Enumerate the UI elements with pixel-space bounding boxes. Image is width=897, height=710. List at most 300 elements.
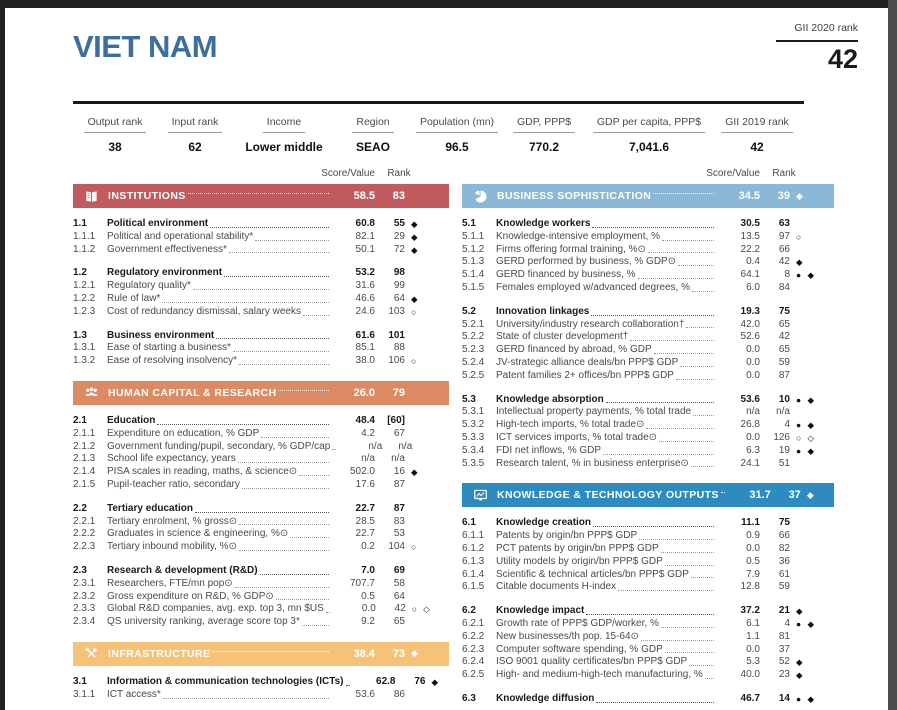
summary-header-label: GDP per capita, PPP$ — [593, 116, 705, 133]
indicator-number: 1.2 — [73, 267, 87, 279]
indicator-rank: 58 — [393, 577, 405, 589]
pillar-score: 38.4 — [353, 647, 375, 660]
indicator-name: ICT access* — [107, 688, 161, 700]
dot-leader — [641, 640, 714, 641]
indicator-name: GERD financed by abroad, % GDP — [496, 344, 652, 356]
indicator-markers: ● ◆ — [796, 445, 817, 456]
indicator-rank: 76 — [414, 675, 426, 687]
indicator-row — [462, 406, 834, 419]
indicator-score: 22.2 — [740, 243, 760, 255]
indicator-name: Tertiary inbound mobility, %⊙ — [107, 541, 237, 553]
indicator-number: 5.2.3 — [462, 344, 485, 356]
indicator-number: 6.2.5 — [462, 669, 485, 681]
dot-leader — [606, 402, 714, 403]
dot-leader — [260, 574, 329, 575]
dot-leader — [653, 193, 714, 194]
indicator-rank: 86 — [393, 688, 405, 700]
indicator-markers: ● ◆ — [796, 270, 817, 281]
indicator-number: 5.3.1 — [462, 406, 485, 418]
summary-header — [585, 112, 713, 133]
indicator-name: Innovation linkages — [496, 305, 590, 317]
score-rank-labels — [462, 168, 834, 179]
dot-leader — [662, 240, 714, 241]
indicator-rank: n/a — [391, 453, 405, 465]
indicator-score: 7.9 — [746, 568, 760, 580]
indicator-name: Political and operational stability* — [107, 230, 254, 242]
indicator-number: 5.1.1 — [462, 230, 485, 242]
pdf-page — [5, 8, 888, 710]
knowledge-tech-icon — [473, 488, 488, 503]
gii-rank-label: GII 2020 rank — [794, 22, 858, 34]
pillar-title: KNOWLEDGE & TECHNOLOGY OUTPUTS — [497, 489, 719, 502]
indicator-number: 2.3.1 — [73, 577, 96, 589]
pillar-rank: 39 — [777, 190, 790, 202]
indicator-row — [462, 370, 834, 383]
indicator-group — [462, 605, 834, 682]
indicator-number: 5.1.2 — [462, 243, 485, 255]
summary-header — [335, 112, 411, 133]
dot-leader — [238, 462, 329, 463]
indicator-row — [462, 319, 834, 332]
pillar-rank: 73 — [392, 647, 405, 660]
indicator-number: 2.2.1 — [73, 515, 96, 527]
two-column-body — [73, 168, 862, 710]
indicator-rank: 99 — [393, 280, 405, 292]
indicator-name: FDI net inflows, % GDP — [496, 444, 602, 456]
indicator-name: ISO 9001 quality certificates/bn PPP$ GDP — [496, 656, 688, 668]
dot-leader — [692, 291, 714, 292]
indicator-number: 5.3.2 — [462, 419, 485, 431]
indicator-markers: ◆ — [411, 293, 420, 304]
indicator-rank: 66 — [778, 243, 790, 255]
indicator-number: 5.2.4 — [462, 356, 485, 368]
pillar-header-bar — [73, 184, 449, 208]
indicator-name: Females employed w/advanced degrees, % — [496, 281, 690, 293]
indicator-row — [462, 445, 834, 458]
dot-leader — [216, 338, 329, 339]
indicator-number: 5.3.3 — [462, 431, 485, 443]
pillar-title: BUSINESS SOPHISTICATION — [497, 190, 652, 202]
indicator-score: 0.0 — [361, 603, 376, 615]
indicator-score: 0.4 — [746, 256, 760, 268]
indicator-rank: 29 — [393, 230, 405, 242]
summary-header — [503, 112, 585, 133]
indicator-rank: 53 — [393, 528, 405, 540]
dot-leader — [239, 364, 329, 365]
indicator-name: Education — [107, 414, 156, 426]
indicator-name: Regulatory quality* — [107, 280, 191, 292]
summary-cell — [411, 112, 503, 154]
summary-value: SEAO — [355, 140, 390, 154]
indicator-number: 1.1 — [73, 218, 87, 229]
indicator-score: 0.0 — [746, 431, 760, 443]
indicator-score: 17.6 — [355, 478, 375, 490]
indicator-name: Growth rate of PPP$ GDP/worker, % — [496, 617, 659, 629]
indicator-row — [462, 269, 834, 282]
indicator-name: PISA scales in reading, maths, & science⊙ — [107, 466, 298, 478]
indicator-row — [73, 428, 449, 441]
indicator-row — [73, 466, 449, 479]
indicator-score: 62.8 — [376, 675, 396, 687]
summary-value: 42 — [750, 140, 764, 154]
dot-leader — [661, 552, 714, 553]
indicator-score: 52.6 — [740, 331, 760, 343]
indicator-rank: 126 — [773, 431, 790, 443]
pillar-rank: 79 — [392, 386, 405, 399]
pillar-marker: ◆ — [796, 190, 805, 201]
indicator-rank: 55 — [393, 218, 405, 229]
indicator-name: State of cluster development† — [496, 331, 629, 343]
subpillar-row — [462, 693, 834, 706]
indicator-name: Research & development (R&D) — [107, 564, 258, 576]
indicator-row — [73, 528, 449, 541]
pillar-title: INSTITUTIONS — [108, 190, 186, 202]
indicator-score: 46.7 — [740, 692, 760, 704]
indicator-row — [73, 541, 449, 554]
indicator-row — [462, 244, 834, 257]
indicator-rank: 98 — [393, 267, 405, 279]
indicator-markers: ● ◆ — [796, 394, 817, 405]
dot-leader — [593, 526, 714, 527]
indicator-score: 30.5 — [740, 218, 760, 229]
indicator-score: 28.5 — [355, 515, 375, 527]
dot-leader — [659, 441, 714, 442]
indicator-number: 2.3.4 — [73, 616, 96, 628]
indicator-score: 12.8 — [740, 581, 760, 593]
indicator-score: 6.3 — [746, 444, 760, 456]
business-sophistication-icon — [473, 189, 488, 204]
summary-header-label: GII 2019 rank — [721, 116, 793, 133]
indicator-group — [73, 267, 449, 318]
dot-leader — [233, 351, 329, 352]
section-institutions — [73, 168, 449, 368]
pillar-marker: ◆ — [411, 648, 420, 659]
indicator-group — [73, 503, 449, 554]
subpillar-row — [462, 517, 834, 530]
dot-leader — [212, 651, 329, 652]
indicator-name: University/industry research collaboration† — [496, 318, 685, 330]
indicator-name: Research talent, % in business enterprise⊙ — [496, 457, 689, 469]
indicator-score: 22.7 — [355, 528, 375, 540]
indicator-row — [462, 419, 834, 432]
summary-header-label: Population (mn) — [416, 116, 498, 133]
indicator-row — [73, 342, 449, 355]
right-column — [462, 168, 834, 710]
indicator-name: Graduates in science & engineering, %⊙ — [107, 528, 289, 540]
indicator-number: 6.1.3 — [462, 555, 485, 567]
dot-leader — [665, 565, 714, 566]
human-capital-icon — [84, 385, 99, 400]
indicator-rank: 37 — [778, 643, 790, 655]
indicator-rank: 4 — [784, 617, 790, 629]
indicator-row — [462, 282, 834, 295]
indicator-row — [462, 432, 834, 445]
indicator-row — [462, 357, 834, 370]
indicator-row — [73, 244, 449, 257]
indicator-rank: 97 — [778, 230, 790, 242]
dot-leader — [691, 577, 714, 578]
indicator-rank: 103 — [388, 305, 405, 317]
dot-leader — [603, 454, 714, 455]
indicator-row — [462, 256, 834, 269]
pillar-score: 26.0 — [353, 386, 375, 399]
indicator-row — [73, 306, 449, 319]
dot-leader — [302, 625, 329, 626]
indicator-rank: 59 — [778, 581, 790, 593]
indicator-score: 53.2 — [355, 267, 375, 279]
indicator-number: 2.1 — [73, 414, 87, 426]
indicator-group — [462, 306, 834, 383]
rank-label: Rank — [772, 168, 796, 179]
indicator-score: n/a — [368, 440, 383, 452]
dot-leader — [239, 524, 329, 525]
pillar-title: HUMAN CAPITAL & RESEARCH — [108, 386, 277, 399]
summary-cell — [73, 112, 157, 154]
indicator-score: 60.8 — [355, 218, 375, 229]
dot-leader — [639, 539, 714, 540]
indicator-number: 2.2 — [73, 502, 87, 514]
indicator-name: High-tech imports, % total trade⊙ — [496, 419, 645, 431]
score-value-label: Score/Value — [706, 168, 760, 179]
indicator-rank: 87 — [393, 478, 405, 490]
summary-header — [713, 112, 801, 133]
indicator-score: 7.0 — [361, 564, 375, 576]
subpillar-row — [73, 267, 449, 280]
subpillar-row — [462, 306, 834, 319]
indicator-number: 2.2.2 — [73, 528, 96, 540]
indicator-score: 37.2 — [740, 605, 760, 617]
page-header — [73, 22, 862, 75]
indicator-score: n/a — [361, 453, 375, 465]
summary-cell — [713, 112, 801, 154]
summary-value: 62 — [188, 140, 202, 154]
gii-rank-divider — [776, 40, 858, 42]
indicator-row — [73, 293, 449, 306]
indicator-number: 6.1.4 — [462, 568, 485, 580]
indicator-rank: [60] — [387, 414, 405, 426]
indicator-score: 19.3 — [740, 305, 760, 317]
dot-leader — [680, 366, 714, 367]
indicator-number: 2.3.2 — [73, 590, 96, 602]
indicator-score: 0.0 — [746, 369, 760, 381]
indicator-name: Expenditure on education, % GDP — [107, 427, 260, 439]
pillar-score: 31.7 — [749, 489, 771, 502]
indicator-score: 0.5 — [746, 555, 760, 567]
indicator-name: ICT services imports, % total trade⊙ — [496, 431, 658, 443]
subpillar-row — [73, 415, 449, 428]
summary-value: Lower middle — [245, 140, 323, 154]
indicator-score: n/a — [746, 406, 760, 418]
indicator-name: Patents by origin/bn PPP$ GDP — [496, 530, 638, 542]
indicator-name: Tertiary enrolment, % gross⊙ — [107, 515, 238, 527]
indicator-score: 5.3 — [746, 656, 760, 668]
indicator-score: 31.6 — [355, 280, 375, 292]
indicator-group — [462, 517, 834, 594]
indicator-score: 6.1 — [746, 617, 760, 629]
indicator-markers: ● ◆ — [796, 618, 817, 629]
section-infrastructure — [73, 642, 449, 702]
summary-value: 7,041.6 — [628, 140, 670, 154]
summary-value: 96.5 — [445, 140, 469, 154]
indicator-row — [73, 689, 449, 702]
indicator-score: 13.5 — [740, 230, 760, 242]
indicator-rank: 64 — [393, 590, 405, 602]
indicator-row — [462, 556, 834, 569]
indicator-rank: 16 — [393, 466, 405, 478]
indicator-rank: 67 — [393, 427, 405, 439]
dot-leader — [630, 340, 714, 341]
indicator-name: Firms offering formal training, %⊙ — [496, 243, 646, 255]
dot-leader — [239, 550, 329, 551]
indicator-markers: ◆ — [796, 606, 805, 617]
indicator-rank: 52 — [778, 656, 790, 668]
dot-leader — [326, 612, 330, 613]
summary-cell — [503, 112, 585, 154]
summary-header — [233, 112, 335, 133]
indicator-markers: ◆ — [411, 231, 420, 242]
subpillar-row — [462, 218, 834, 231]
pillar-header-bar — [73, 642, 449, 666]
dot-leader — [686, 327, 714, 328]
pillar-score: 58.5 — [353, 190, 375, 202]
institutions-icon — [84, 189, 99, 204]
indicator-score: 0.2 — [361, 541, 375, 553]
indicator-number: 6.2.4 — [462, 656, 485, 668]
indicator-score: 502.0 — [349, 466, 375, 478]
indicator-name: Global R&D companies, avg. exp. top 3, mn $US — [107, 603, 324, 615]
section-knowledge-technology-outputs — [462, 483, 834, 705]
indicator-group — [73, 676, 449, 702]
indicator-row — [462, 618, 834, 631]
indicator-name: Regulatory environment — [107, 267, 223, 279]
dot-leader — [676, 379, 714, 380]
indicator-number: 6.1.2 — [462, 542, 485, 554]
indicator-score: 46.6 — [355, 292, 375, 304]
indicator-group — [73, 565, 449, 629]
indicator-rank: 21 — [778, 605, 790, 617]
indicator-score: 82.1 — [355, 230, 375, 242]
indicator-markers: ● ◆ — [796, 420, 817, 431]
indicator-rank: 59 — [778, 356, 790, 368]
subpillar-row — [462, 605, 834, 618]
indicator-number: 6.1 — [462, 517, 476, 529]
dot-leader — [638, 278, 714, 279]
indicator-score: 9.2 — [361, 616, 375, 628]
dot-leader — [648, 252, 714, 253]
dot-leader — [346, 685, 350, 686]
indicator-name: Intellectual property payments, % total trade — [496, 406, 692, 418]
indicator-score: 0.0 — [746, 344, 760, 356]
dot-leader — [705, 678, 714, 679]
pillar-header-bar — [462, 184, 834, 208]
summary-cell — [157, 112, 233, 154]
indicator-score: 4.2 — [361, 427, 375, 439]
indicator-name: Knowledge diffusion — [496, 692, 595, 704]
dot-leader — [303, 315, 329, 316]
indicator-rank: 83 — [393, 515, 405, 527]
indicator-score: 48.4 — [355, 414, 375, 426]
dot-leader — [689, 665, 714, 666]
indicator-score: 64.1 — [740, 269, 760, 281]
pillar-header-bar — [462, 483, 834, 507]
indicator-name: Government funding/pupil, secondary, % GDP/cap — [107, 440, 331, 452]
dot-leader — [157, 424, 329, 425]
indicator-row — [462, 656, 834, 669]
indicator-score: 26.8 — [740, 419, 760, 431]
dot-leader — [242, 488, 329, 489]
indicator-markers: ○ ◇ — [411, 604, 432, 615]
indicator-markers: ● ◆ — [796, 693, 817, 704]
indicator-row — [73, 516, 449, 529]
indicator-name: Utility models by origin/bn PPP$ GDP — [496, 555, 663, 567]
indicator-name: PCT patents by origin/bn PPP$ GDP — [496, 542, 659, 554]
indicator-group — [73, 218, 449, 256]
indicator-number: 2.1.3 — [73, 453, 96, 465]
indicator-number: 1.2.3 — [73, 305, 96, 317]
indicator-row — [462, 631, 834, 644]
dot-leader — [596, 702, 714, 703]
indicator-score: 53.6 — [740, 393, 760, 405]
subpillar-row — [73, 676, 449, 689]
dot-leader — [261, 437, 329, 438]
indicator-rank: 42 — [778, 256, 790, 268]
summary-header — [157, 112, 233, 133]
indicator-score: 61.6 — [355, 329, 375, 341]
indicator-number: 5.2.2 — [462, 331, 485, 343]
indicator-number: 2.3.3 — [73, 603, 96, 615]
indicator-score: 42.0 — [740, 318, 760, 330]
indicator-number: 6.2 — [462, 605, 476, 617]
indicator-number: 1.3 — [73, 329, 87, 341]
indicator-number: 5.1.5 — [462, 281, 485, 293]
dot-leader — [290, 537, 329, 538]
indicator-number: 2.1.4 — [73, 466, 96, 478]
indicator-number: 1.1.1 — [73, 230, 96, 242]
dot-leader — [586, 614, 714, 615]
subpillar-row — [73, 565, 449, 578]
pillar-rank: 83 — [392, 190, 405, 202]
indicator-name: Researchers, FTE/mn pop⊙ — [107, 577, 233, 589]
country-title: VIET NAM — [73, 29, 218, 64]
indicator-number: 1.3.2 — [73, 355, 96, 367]
indicator-number: 5.1.4 — [462, 269, 485, 281]
dot-leader — [299, 475, 329, 476]
indicator-row — [73, 280, 449, 293]
indicator-rank: 87 — [778, 369, 790, 381]
indicator-row — [73, 616, 449, 629]
indicator-markers: ◆ — [411, 467, 420, 478]
indicator-number: 3.1.1 — [73, 688, 96, 700]
summary-header-label: Output rank — [84, 116, 147, 133]
indicator-name: New businesses/th pop. 15-64⊙ — [496, 630, 639, 642]
indicator-score: 1.1 — [746, 630, 760, 642]
indicator-number: 1.1.2 — [73, 243, 96, 255]
indicator-rank: 106 — [388, 355, 405, 367]
indicator-rank: 72 — [393, 243, 405, 255]
summary-header-label: Region — [352, 116, 393, 133]
indicator-score: 6.0 — [746, 281, 760, 293]
indicator-markers: ○ — [411, 356, 419, 367]
viewer-edge-right — [888, 0, 897, 710]
indicator-rank: 82 — [778, 542, 790, 554]
pillar-score: 34.5 — [738, 190, 760, 202]
indicator-row — [462, 581, 834, 594]
indicator-markers: ○ — [411, 306, 419, 317]
indicator-name: Rule of law* — [107, 292, 161, 304]
indicator-name: High- and medium-high-tech manufacturing, % — [496, 669, 703, 681]
subpillar-row — [73, 503, 449, 516]
indicator-score: 0.9 — [746, 530, 760, 542]
